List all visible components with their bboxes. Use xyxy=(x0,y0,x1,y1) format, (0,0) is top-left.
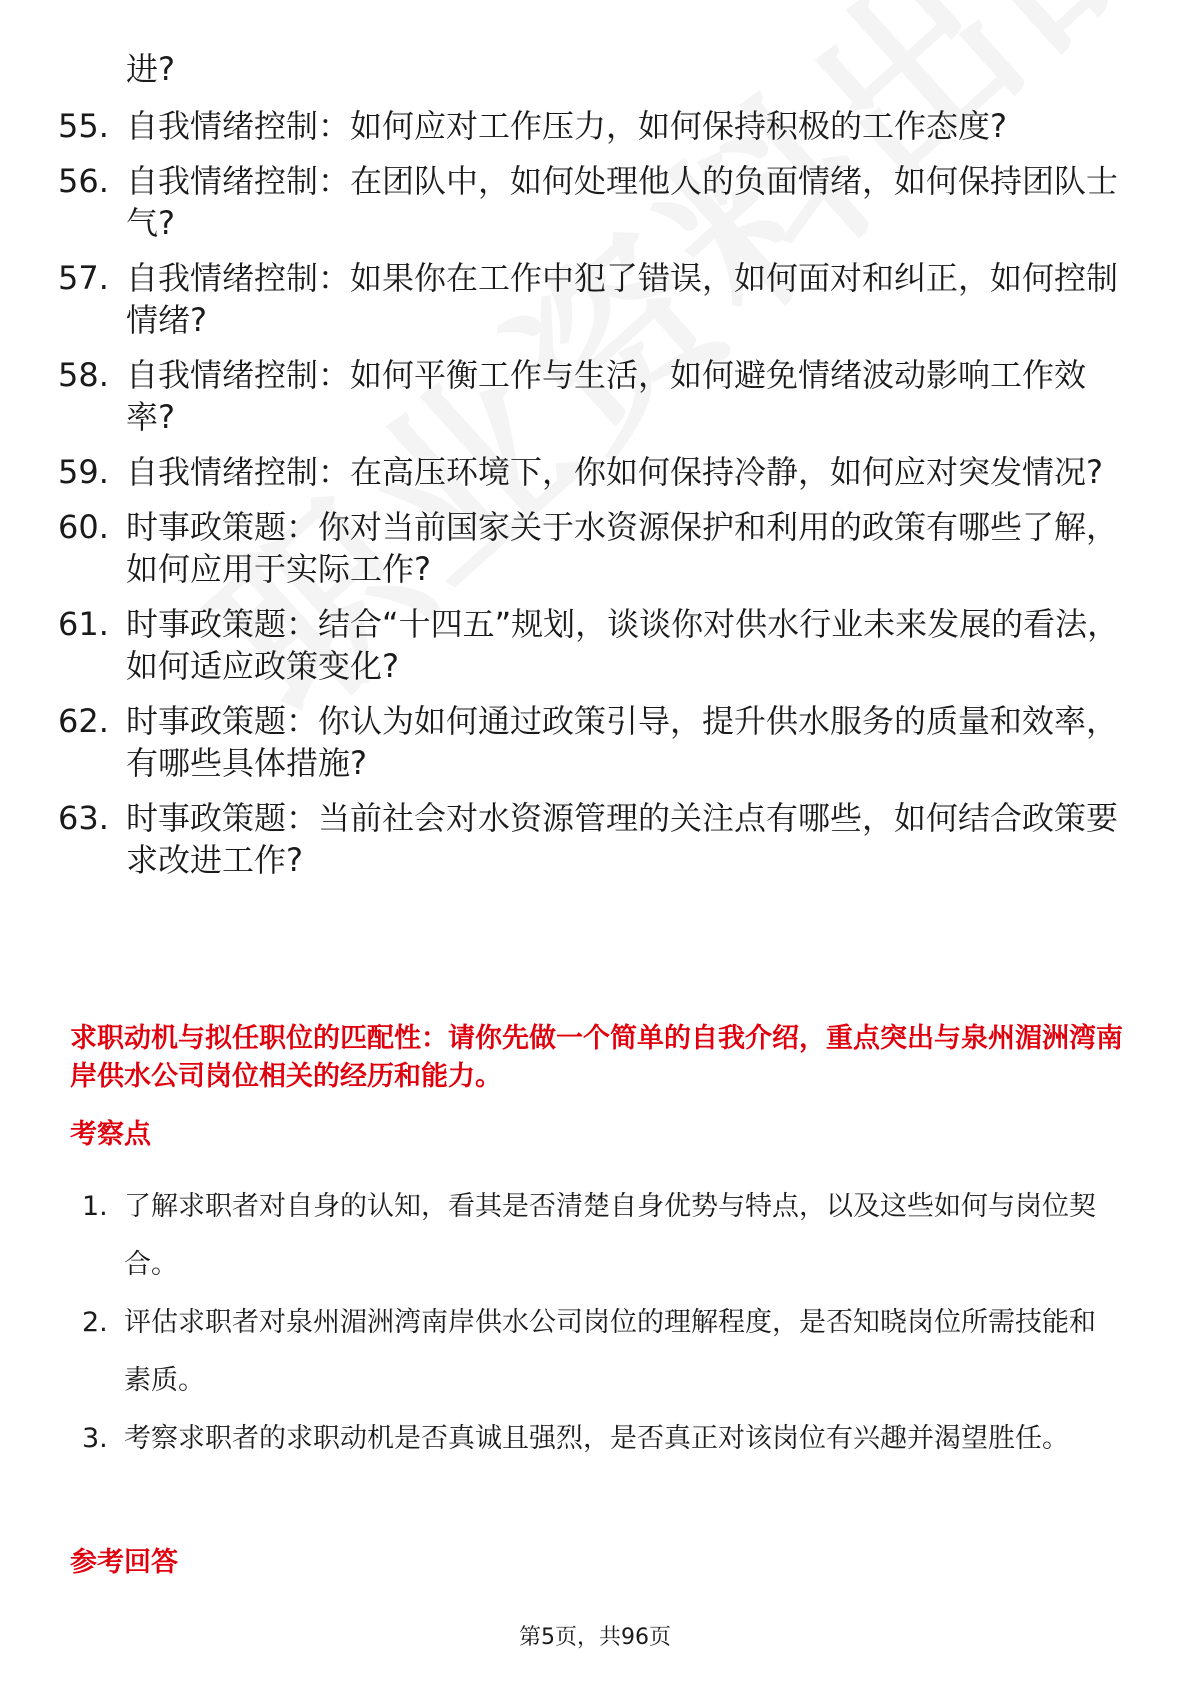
question-text: 时事政策题：你对当前国家关于水资源保护和利用的政策有哪些了解，如何应用于实际工作? xyxy=(126,508,1119,588)
point-text: 了解求职者对自身的认知，看其是否清楚自身优势与特点，以及这些如何与岗位契合。 xyxy=(124,1191,1096,1280)
point-number: 2. xyxy=(82,1307,108,1338)
question-number: 55. xyxy=(58,107,109,145)
assessment-points xyxy=(82,1178,1122,1468)
list-item xyxy=(82,1294,1122,1410)
list-item xyxy=(58,797,1128,881)
question-number: 61. xyxy=(58,605,109,643)
list-item xyxy=(58,603,1128,687)
section-title: 求职动机与拟任职位的匹配性：请你先做一个简单的自我介绍，重点突出与泉州湄洲湾南岸供水公司岗位相关的经历和能力。 xyxy=(70,1023,1123,1092)
point-text: 考察求职者的求职动机是否真诚且强烈，是否真正对该岗位有兴趣并渴望胜任。 xyxy=(124,1423,1069,1454)
page-footer: 第5页，共96页 xyxy=(519,1625,671,1650)
list-item xyxy=(58,700,1128,784)
point-number: 3. xyxy=(82,1423,108,1454)
question-number: 59. xyxy=(58,453,109,491)
question-number: 56. xyxy=(58,162,109,200)
list-item xyxy=(58,160,1128,244)
list-item xyxy=(58,451,1128,493)
list-item xyxy=(82,1178,1122,1294)
question-text: 自我情绪控制：如果你在工作中犯了错误，如何面对和纠正，如何控制情绪? xyxy=(126,259,1119,339)
point-number: 1. xyxy=(82,1191,108,1222)
list-item xyxy=(58,257,1128,341)
question-text: 自我情绪控制：在团队中，如何处理他人的负面情绪，如何保持团队士气? xyxy=(126,162,1119,242)
question-number: 63. xyxy=(58,799,109,837)
question-number: 60. xyxy=(58,508,109,546)
question-number: 62. xyxy=(58,702,109,740)
list-item xyxy=(58,506,1128,590)
question-text: 自我情绪控制：如何平衡工作与生活，如何避免情绪波动影响工作效率? xyxy=(126,356,1087,436)
list-item xyxy=(58,354,1128,438)
question-text: 时事政策题：当前社会对水资源管理的关注点有哪些，如何结合政策要求改进工作? xyxy=(126,799,1119,879)
point-text: 评估求职者对泉州湄洲湾南岸供水公司岗位的理解程度，是否知晓岗位所需技能和素质。 xyxy=(124,1307,1096,1396)
question-number: 57. xyxy=(58,259,109,297)
question-text: 自我情绪控制：如何应对工作压力，如何保持积极的工作态度? xyxy=(126,107,1007,145)
question-list xyxy=(58,48,1128,894)
kaocha-heading: 考察点 xyxy=(70,1119,151,1150)
answer-heading: 参考回答 xyxy=(70,1547,178,1578)
question-continuation: 进? xyxy=(126,50,175,88)
question-text: 时事政策题：结合“十四五”规划，谈谈你对供水行业未来发展的看法，如何适应政策变化? xyxy=(126,605,1120,685)
list-item xyxy=(58,105,1128,147)
question-text: 自我情绪控制：在高压环境下，你如何保持冷静，如何应对突发情况? xyxy=(126,453,1103,491)
question-text: 时事政策题：你认为如何通过政策引导，提升供水服务的质量和效率，有哪些具体措施? xyxy=(126,702,1119,782)
question-number: 58. xyxy=(58,356,109,394)
list-item xyxy=(82,1410,1122,1468)
